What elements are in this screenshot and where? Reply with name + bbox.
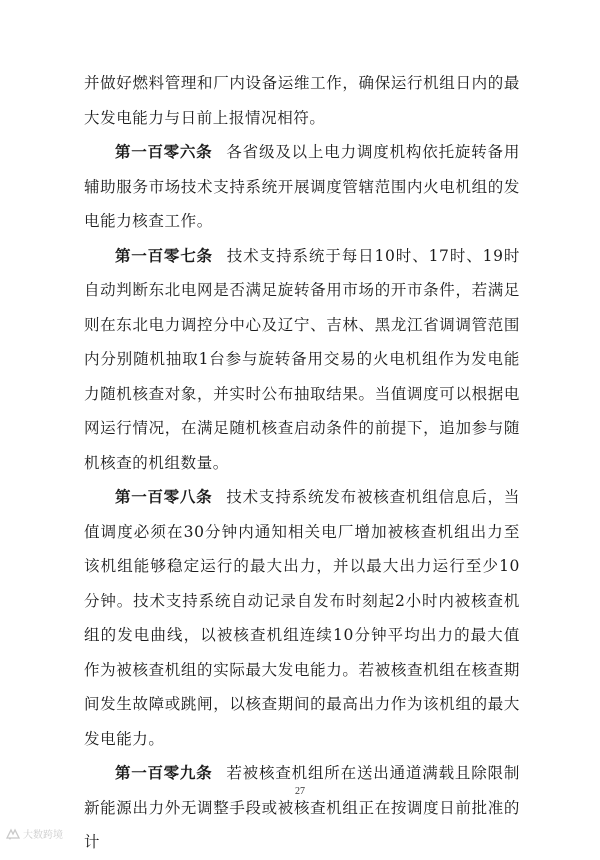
brand-logo-icon	[6, 828, 20, 840]
paragraph-continuation	[84, 66, 520, 135]
article-106	[84, 135, 520, 239]
paragraph-text: 各省级及以上电力调度机构依托旋转备用辅助服务市场技术支持系统开展调度管辖范围内火电机组的发电能力核查工作。	[84, 143, 520, 230]
article-heading: 第一百零七条	[115, 246, 213, 265]
page-number: 27	[295, 786, 305, 797]
paragraph-text: 技术支持系统于每日10时、17时、19时自动判断东北电网是否满足旋转备用市场的开市条件，若满足则在东北电力调控分中心及辽宁、吉林、黑龙江省调调管范围内分别随机抽取1台参与旋转备用交易的火电机组作为发电能力随机核查对象，并实时公布抽取结果。当值调度可以根据电网运行情况，在满足随机核查启动条件的前提下，追加参与随机核查的机组数量。	[84, 246, 520, 472]
paragraph-text: 若被核查机组所在送出通道满载且除限制新能源出力外无调整手段或被核查机组正在按调度日前批准的计	[84, 764, 520, 851]
watermark-text: 大数跨境	[23, 830, 63, 841]
document-body	[84, 66, 520, 860]
watermark	[6, 826, 63, 841]
article-heading: 第一百零八条	[115, 488, 213, 506]
article-107	[84, 239, 520, 481]
article-108	[84, 480, 520, 756]
article-heading: 第一百零六条	[115, 143, 213, 161]
article-109	[84, 756, 520, 860]
paragraph-text: 并做好燃料管理和厂内设备运维工作，确保运行机组日内的最大发电能力与日前上报情况相符。	[84, 74, 520, 127]
article-heading: 第一百零九条	[115, 764, 213, 782]
paragraph-text: 技术支持系统发布被核查机组信息后，当值调度必须在30分钟内通知相关电厂增加被核查机组出力至该机组能够稳定运行的最大出力，并以最大出力运行至少10分钟。技术支持系统自动记录自发布时刻起2小时内被核查机组的发电曲线，以被核查机组连续10分钟平均出力的最大值作为被核查机组的实际最大发电能力。若被核查机组在核查期间发生故障或跳闸，以核查期间的最高出力作为该机组的最大发电能力。	[84, 488, 520, 748]
